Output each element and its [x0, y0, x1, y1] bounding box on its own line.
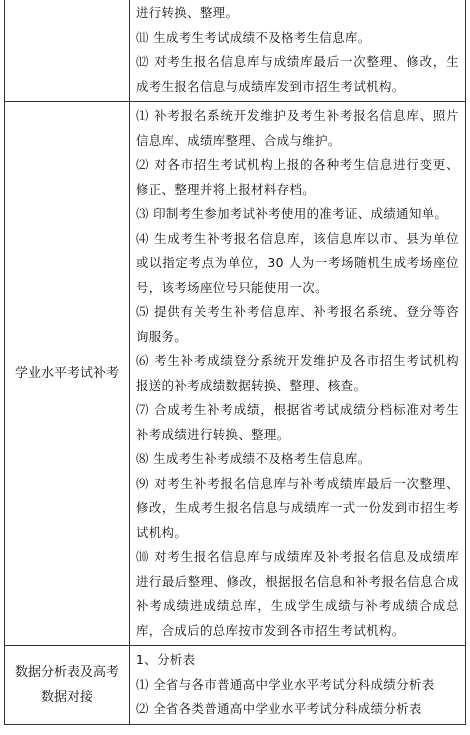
paragraph: 进行转换、整理。 — [136, 5, 239, 20]
paragraph: ⑵ 对各市招生考试机构上报的各种考生信息进行变更、修正、整理并将上报材料存档。 — [136, 157, 459, 197]
row-label-cell — [5, 102, 130, 646]
paragraph: ⑻ 生成考生补考成绩不及格考生信息库。 — [136, 451, 371, 466]
paragraph: ⑺ 合成考生补考成绩，根据省考试成绩分档标准对考生补考成绩进行转换、整理。 — [136, 402, 459, 442]
row-label: 学业水平考试补考 — [14, 366, 119, 381]
row-content-cell — [130, 102, 466, 646]
paragraph: ⑼ 对考生补考报名信息库与补考成绩库最后一次整理、修改，生成考生报名信息与成绩库一式一份发到市招生考试机构。 — [136, 475, 459, 540]
row-label: 数据分析表及高考数据对接 — [14, 664, 119, 705]
paragraph: ⑷ 生成考生补考报名信息库，该信息库以市、县为单位或以指定考点为单位，30 人为一考场随机生成考场座位号，该考场座位号只能使用一次。 — [136, 230, 459, 295]
table-row — [5, 102, 466, 646]
paragraph: ⑹ 考生补考成绩登分系统开发维护及各市招生考试机构报送的补考成绩数据转换、整理、核查。 — [136, 353, 459, 393]
table-row — [5, 646, 466, 725]
paragraph: ⑸ 提供有关考生补考信息库、补考报名系统、登分等咨询服务。 — [136, 304, 459, 344]
row-label-cell — [5, 646, 130, 725]
document-table — [4, 0, 466, 725]
row-content-cell — [130, 0, 466, 102]
paragraph: ⑵ 全省各类普通高中学业水平考试分科成绩分析表 — [136, 701, 422, 716]
paragraph: 1、分析表 — [136, 652, 196, 667]
row-label-cell — [5, 0, 130, 102]
paragraph: ⑾ 生成考生考试成绩不及格考生信息库。 — [136, 29, 371, 45]
paragraph: ⑿ 对考生报名信息库与成绩库最后一次整理、修改，生成考生报名信息与成绩库发到市招生考试机构。 — [136, 54, 459, 94]
paragraph: ⑴ 补考报名系统开发维护及考生补考报名信息库、照片信息库、成绩库整理、合成与维护。 — [136, 108, 459, 148]
row-content-cell — [130, 646, 466, 725]
paragraph: ⑶ 印制考生参加考试补考使用的准考证、成绩通知单。 — [136, 206, 448, 221]
paragraph: ⑴ 全省与各市普通高中学业水平考试分科成绩分析表 — [136, 676, 435, 692]
paragraph: ⑽ 对考生报名信息库与成绩库及补考报名信息及成绩库进行最后整理、修改，根据报名信息和补考报名信息合成补考成绩进成绩总库，生成学生成绩与补考成绩合成总库，合成后的总库按市发到各市招生考试机构。 — [136, 549, 459, 638]
table-row — [5, 0, 466, 102]
